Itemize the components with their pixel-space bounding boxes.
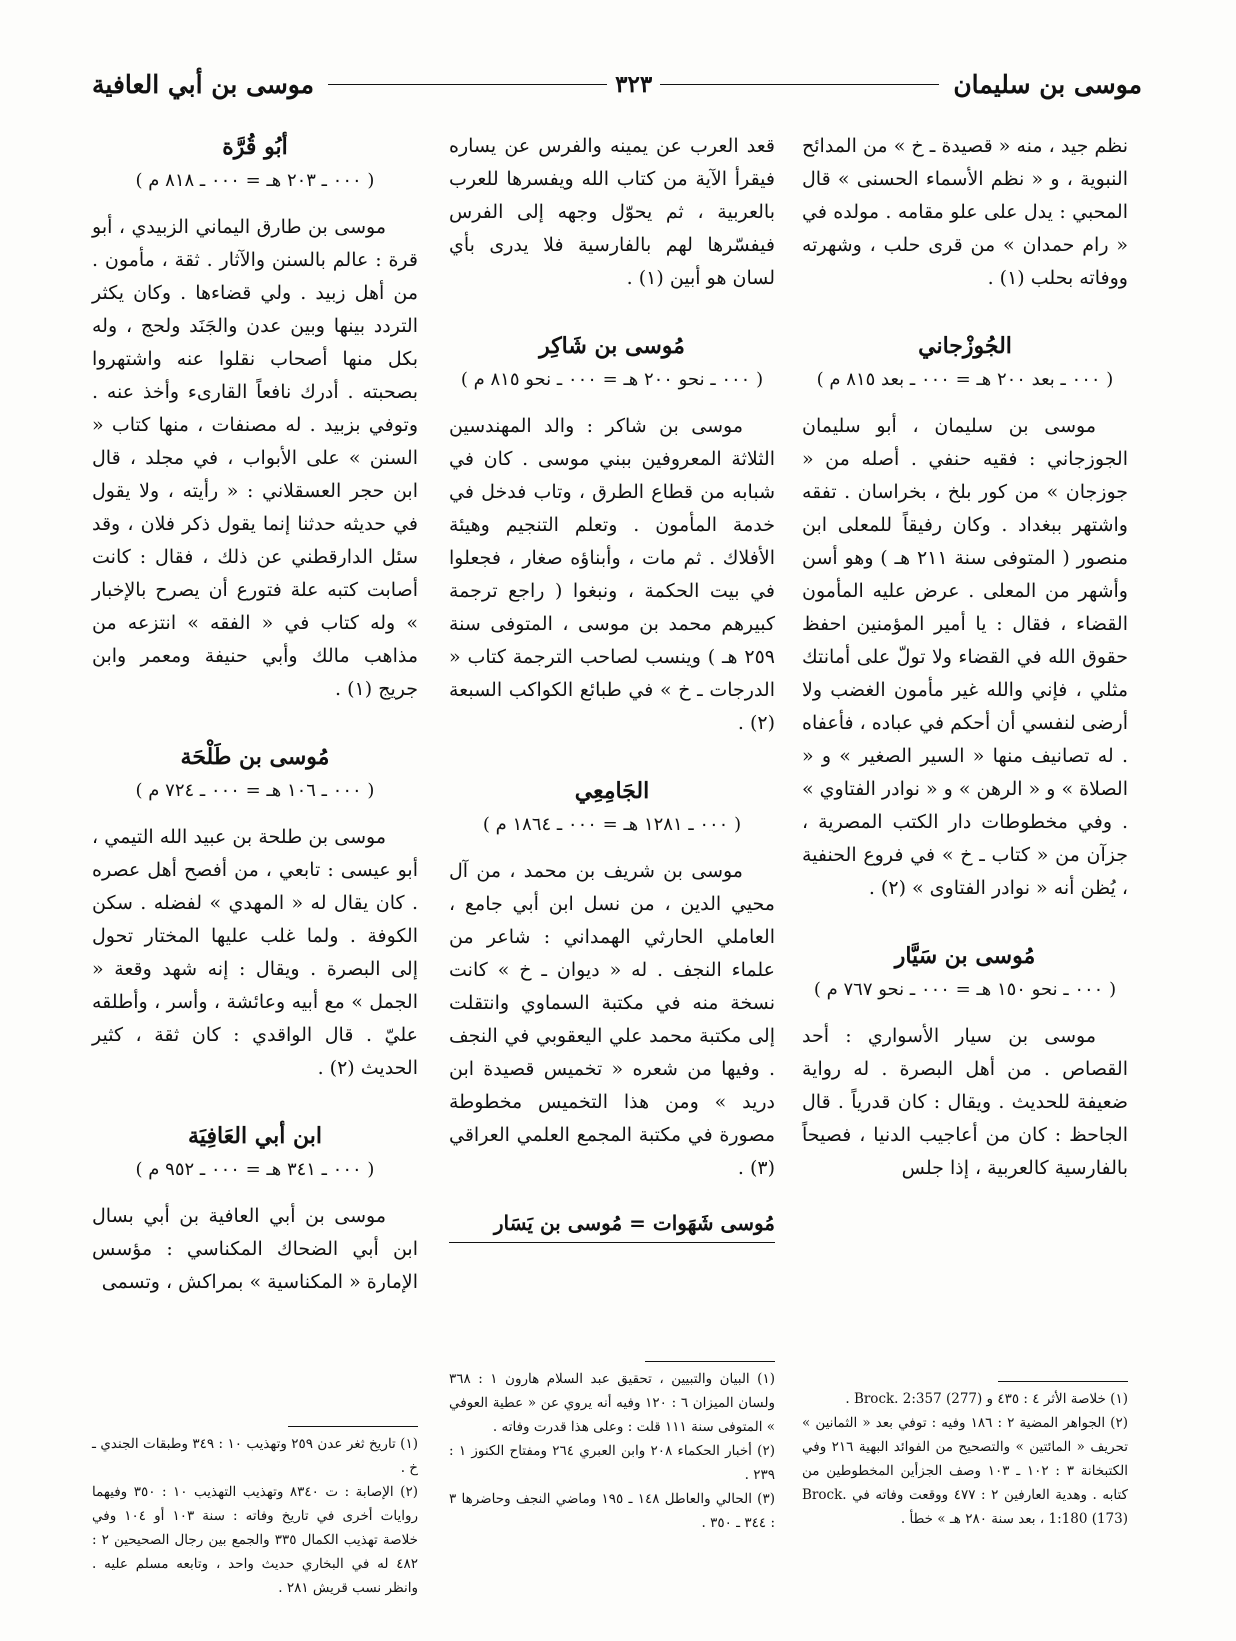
entry-dates: ( ٠٠٠ ـ نحو ٢٠٠ هـ = ٠٠٠ ـ نحو ٨١٥ م ) (460, 369, 764, 390)
footnotes-middle (449, 1367, 775, 1535)
entry-body: موسى بن سيار الأسواري : أحد القصاص . من أهل البصرة . له رواية ضعيفة للحديث . ويقال : كان قدرياً . قال الجاحظ : كان من أعاجيب الدنيا ، فصيحاً بالفارسية كالعربية ، إذا جلس (802, 1025, 1128, 1179)
footnotes-left (92, 1432, 418, 1600)
entry-body: موسى بن طارق اليماني الزبيدي ، أبو قرة : عالم بالسنن والآثار . ثقة ، مأمون . من أهل زبيد . ولي قضاءها . وكان يكثر التردد بينها وبين عدن والجَنَد ولحج ، وله بكل منها أصحاب نقلوا عنه واشتهروا بصحبته . أدرك نافعاً القارىء وأخذ عنه . وتوفي بزبيد . له مصنفات ، منها كتاب « السنن » على الأبواب ، في مجلد ، قال ابن حجر العسقلاني : « رأيته ، ولا يقول في حديثه حدثنا إنما يقول ذكر فلان ، وقد سئل الدارقطني عن ذلك ، فقال : كانت أصابت كتبه علة فتورع أن يصرح بالإخبار » وله كتاب في « الفقه » انتزعه من مذاهب مالك وأبي حنيفة ومعمر وابن جريج (١) . (92, 216, 418, 700)
footnotes-right (802, 1387, 1128, 1531)
continued-text: نظم جيد ، منه « قصيدة ـ خ » من المدائح النبوية ، و « نظم الأسماء الحسنى » قال المحبي : يدل على علو مقامه . مولده في « رام حمدان » من قرى حلب ، وشهرته ووفاته بحلب (١) . (802, 135, 1128, 289)
entry-body: موسى بن سليمان ، أبو سليمان الجوزجاني : فقيه حنفي . أصله من « جوزجان » من كور بلخ ، بخراسان . تفقه واشتهر ببغداد . وكان رفيقاً للمعلى ابن منصور ( المتوفى سنة ٢١١ هـ ) وهو أسن وأشهر من المعلى . عرض عليه المأمون القضاء ، فقال : يا أمير المؤمنين احفظ حقوق الله في القضاء ولا تولّ على أمانتك مثلي ، فإني والله غير مأمون الغضب ولا أرضى لنفسي أن أحكم في عباده ، فأعفاه . له تصانيف منها « السير الصغير » و « الصلاة » و « الرهن » و « نوادر الفتاوي » . وفي مخطوطات دار الكتب المصرية ، جزآن من « كتاب ـ خ » في فروع الحنفية ، يُظن أنه « نوادر الفتاوى » (٢) . (801, 415, 1128, 899)
entry-dates: ( ٠٠٠ ـ ١٠٦ هـ = ٠٠٠ ـ ٧٢٤ م ) (135, 780, 375, 801)
entry-title: مُوسى بن سَيَّار (894, 943, 1036, 969)
entry-title: مُوسى بن شَاكِر (539, 333, 685, 359)
entry-dates: ( ٠٠٠ ـ بعد ٢٠٠ هـ = ٠٠٠ ـ بعد ٨١٥ م ) (816, 369, 1114, 390)
cross-reference: مُوسى شَهَوات = مُوسى بن يَسَار (449, 1207, 775, 1243)
footnote: (١) البيان والتبيين ، تحقيق عبد السلام هارون ١ : ٣٦٨ ولسان الميزان ٦ : ١٢٠ وفيه أنه يروي عن « عطية العوفي » المتوفى سنة ١١١ قلت : وعلى هذا قدرت وفاته . (449, 1371, 775, 1435)
footnote-rule (288, 1426, 418, 1427)
page-number: ٣٢٣ (615, 70, 653, 98)
header-rule (328, 84, 607, 85)
running-head-left-title: موسى بن أبي العافية (92, 69, 315, 99)
entry-title: الجَامِعِي (574, 778, 650, 804)
footnote: (٢) أخبار الحكماء ٢٠٨ وابن العبري ٢٦٤ ومفتاح الكنوز ١ : ٢٣٩ . (449, 1443, 775, 1483)
running-head-right-title: موسى بن سليمان (953, 69, 1142, 99)
footnote: (٢) الإصابة : ت ٨٣٤٠ وتهذيب التهذيب ١٠ : ٣٥٠ وفيهما روايات أخرى في تاريخ وفاته : سنة ١٠٣ أو ١٠٤ وفي خلاصة تهذيب الكمال ٣٣٥ والجمع بين رجال الصحيحين ٢ : ٤٨٢ له في البخاري حديث واحد ، وتابعه مسلم عليه . وانظر نسب قريش ٢٨١ . (92, 1484, 418, 1596)
column-right (802, 130, 1128, 1185)
entry-title: الجُوزْجاني (918, 333, 1012, 359)
entry-dates: ( ٠٠٠ ـ ٢٠٣ هـ = ٠٠٠ ـ ٨١٨ م ) (135, 170, 375, 191)
footnote: (٢) الجواهر المضية ٢ : ١٨٦ وفيه : توفي بعد « الثمانين » تحريف « المائتين » والتصحيح من الفوائد البهية ٢١٦ وفي الكتبخانة ٣ : ١٠٢ ـ ١٠٣ وصف الجزأين المخطوطين من كتابه . وهدية العارفين ٢ : ٤٧٧ ووقعت وفاته في Brock. 1:180 (173) ، بعد سنة ٢٨٠ هـ » خطأ . (802, 1415, 1128, 1527)
running-head-center (314, 71, 953, 98)
header-rule (660, 84, 939, 85)
entry-title: مُوسى بن طَلْحَة (180, 744, 330, 770)
continued-text: قعد العرب عن يمينه والفرس عن يساره فيقرأ الآية من كتاب الله ويفسرها للعرب بالعربية ، ثم يحوّل وجهه إلى الفرس فيفسّرها لهم بالفارسية فلا يدرى بأي لسان هو أبين (١) . (449, 135, 775, 289)
entry-body: موسى بن طلحة بن عبيد الله التيمي ، أبو عيسى : تابعي ، من أفصح أهل عصره . كان يقال له « المهدي » لفضله . سكن الكوفة . ولما غلب عليها المختار تحول إلى البصرة . ويقال : إنه شهد وقعة « الجمل » مع أبيه وعائشة ، وأسر ، وأطلقه عليّ . قال الواقدي : كان ثقة ، كثير الحديث (٢) . (92, 826, 418, 1079)
footnote-rule (998, 1381, 1128, 1382)
entry-dates: ( ٠٠٠ ـ نحو ١٥٠ هـ = ٠٠٠ ـ نحو ٧٦٧ م ) (813, 979, 1117, 1000)
entry-body: موسى بن أبي العافية بن أبي بسال ابن أبي الضحاك المكناسي : مؤسس الإمارة « المكناسية » بمراكش ، وتسمى (92, 1205, 418, 1293)
footnote: (٣) الحالي والعاطل ١٤٨ ـ ١٩٥ وماضي النجف وحاضرها ٣ : ٣٤٤ ـ ٣٥٠ . (449, 1491, 775, 1531)
entry-dates: ( ٠٠٠ ـ ١٢٨١ هـ = ٠٠٠ ـ ١٨٦٤ م ) (482, 814, 742, 835)
entry-title: ابن أبي العَافِيَة (188, 1123, 322, 1149)
entry-body: موسى بن شاكر : والد المهندسين الثلاثة المعروفين ببني موسى . كان في شبابه من قطاع الطرق ، وتاب فدخل في خدمة المأمون . وتعلم التنجيم وهيئة الأفلاك . ثم مات ، وأبناؤه صغار ، فجعلوا في بيت الحكمة ، ونبغوا ( راجع ترجمة كبيرهم محمد بن موسى ، المتوفى سنة ٢٥٩ هـ ) وينسب لصاحب الترجمة كتاب « الدرجات ـ خ » في طبائع الكواكب السبعة (٢) . (449, 415, 775, 734)
column-left (92, 130, 418, 1299)
footnote: (١) تاريخ ثغر عدن ٢٥٩ وتهذيب ١٠ : ٣٤٩ وطبقات الجندي ـ خ . (92, 1436, 418, 1476)
entry-body: موسى بن شريف بن محمد ، من آل محيي الدين ، من نسل ابن أبي جامع ، العاملي الحارثي الهمداني : شاعر من علماء النجف . له « ديوان ـ خ » كانت نسخة منه في مكتبة السماوي وانتقلت إلى مكتبة محمد علي اليعقوبي في النجف . وفيها من شعره « تخميس قصيدة ابن دريد » ومن هذا التخميس مخطوطة مصورة في مكتبة المجمع العلمي العراقي (٣) . (449, 860, 775, 1179)
running-head (92, 64, 1142, 104)
footnote: (١) خلاصة الأثر ٤ : ٤٣٥ و Brock. 2:357 (277) . (845, 1391, 1128, 1407)
column-middle (449, 130, 775, 1243)
entry-title: أبُو قُرَّة (222, 134, 288, 160)
footnote-rule (645, 1361, 775, 1362)
entry-dates: ( ٠٠٠ ـ ٣٤١ هـ = ٠٠٠ ـ ٩٥٢ م ) (135, 1159, 375, 1180)
